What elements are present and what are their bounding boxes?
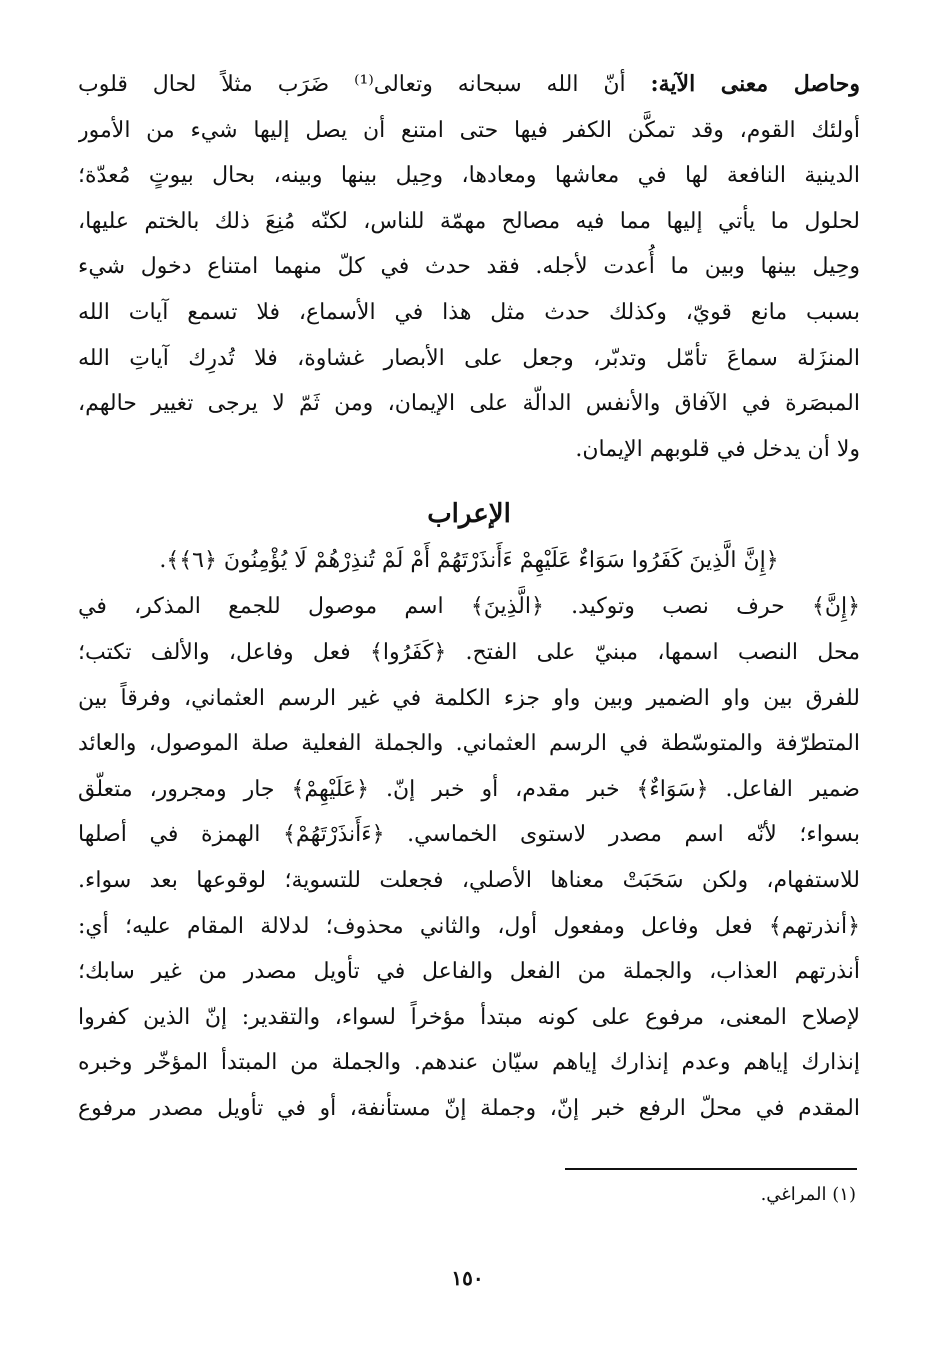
text-line: الدينية النافعة لها في معاشها ومعادها، وحِيل بينها وبينه، بحال بيوتٍ مُعدّة؛ — [78, 163, 860, 189]
text-line: ضمير الفاعل. ﴿سَوَاءٌ﴾ خبر مقدم، أو خبر إنّ. ﴿عَلَيْهِمْ﴾ جار ومجرور، متعلّق — [78, 776, 860, 802]
footnote: (١) المراغي. — [760, 1184, 856, 1205]
section-heading: الإعراب — [427, 499, 511, 530]
text-line: محل النصب اسمها، مبنيّ على الفتح. ﴿كَفَرُوا﴾ فعل وفاعل، والألف تكتب؛ — [78, 639, 860, 665]
text-line: ولا أن يدخل في قلوبهم الإيمان. — [575, 436, 860, 462]
page-number: ١٥٠ — [451, 1266, 484, 1290]
text-line: المبصَرة في الآفاق والأنفس الدالّة على الإيمان، ومن ثَمّ لا يرجى تغيير حالهم، — [78, 391, 860, 417]
text-line: بسبب مانع قويّ، وكذلك حدث مثل هذا في الأسماع، فلا تسمع آيات الله — [78, 299, 860, 325]
text-line: أنذرتهم العذاب، والجملة من الفعل والفاعل في تأويل مصدر من غير سابك؛ — [78, 959, 860, 985]
text-line: أولئك القوم، وقد تمكَّن الكفر فيها حتى امتنع أن يصل إليها شيء من الأمور — [78, 117, 860, 143]
text-line: لحلول ما يأتي إليها مما فيه مصالح مهمّة للناس، لكنّه مُنِعَ ذلك بالختم عليها، — [78, 208, 860, 234]
text-line: المتطرّفة والمتوسّطة في الرسم العثماني. والجملة الفعلية صلة الموصول، والعائد — [78, 731, 860, 757]
section-label: وحاصل معنى الآية: — [650, 71, 860, 97]
text-line: وحِيل بينها وبين ما أُعدت لأجله. فقد حدث في كلّ منهما امتناع دخول شيء — [78, 254, 860, 280]
text-line: المقدم في محلّ الرفع خبر إنّ، وجملة إنّ مستأنفة، أو في تأويل مصدر مرفوع — [78, 1095, 860, 1121]
text-line: للاستفهام، ولكن سَحَبَتْ معناها الأصلي، فجعلت للتسوية؛ لوقوعها بعد سواء. — [78, 867, 860, 893]
text-line: لإصلاح المعنى، مرفوع على كونه مبتدأ مؤخراً لسواء، والتقدير: إنّ الذين كفروا — [78, 1004, 860, 1030]
quran-verse: ﴿إِنَّ الَّذِينَ كَفَرُوا سَوَاءٌ عَلَيْهِمْ ءَأَنذَرْتَهُمْ أَمْ لَمْ تُنذِرْهُمْ لَا يُؤْمِنُونَ ﴿٦﴾﴾. — [159, 548, 779, 574]
page-body — [78, 62, 860, 1131]
text-line: المنزَلة سماعَ تأمّل وتدبّر، وجعل على الأبصار غشاوة، فلا تُدرِك آياتِ الله — [78, 345, 860, 371]
text-line: ﴿أنذرتهم﴾ فعل وفاعل ومفعول أول، والثاني محذوف؛ لدلالة المقام عليه؛ أي: — [78, 913, 860, 939]
text-line: بسواء؛ لأنّه اسم مصدر لاستوى الخماسي. ﴿ءَأَنذَرْتَهُمْ﴾ الهمزة في أصلها — [78, 822, 860, 848]
text-line: ﴿إِنَّ﴾ حرف نصب وتوكيد. ﴿الَّذِينَ﴾ اسم موصول للجمع المذكر، في — [78, 594, 860, 620]
footnote-separator — [565, 1168, 857, 1170]
text-line: للفرق بين واو الضمير وبين واو جزء الكلمة في غير الرسم العثماني، وفرقاً بين — [78, 685, 860, 711]
text-line: إنذارك إياهم وعدم إنذارك إياهم سيّان عندهم. والجملة من المبتدأ المؤخّر وخبره — [78, 1050, 860, 1076]
text-line-content: أنّ الله سبحانه وتعالى⁽¹⁾ ضَرَب مثلاً لحال قلوب — [78, 72, 651, 97]
text-line — [78, 62, 860, 108]
